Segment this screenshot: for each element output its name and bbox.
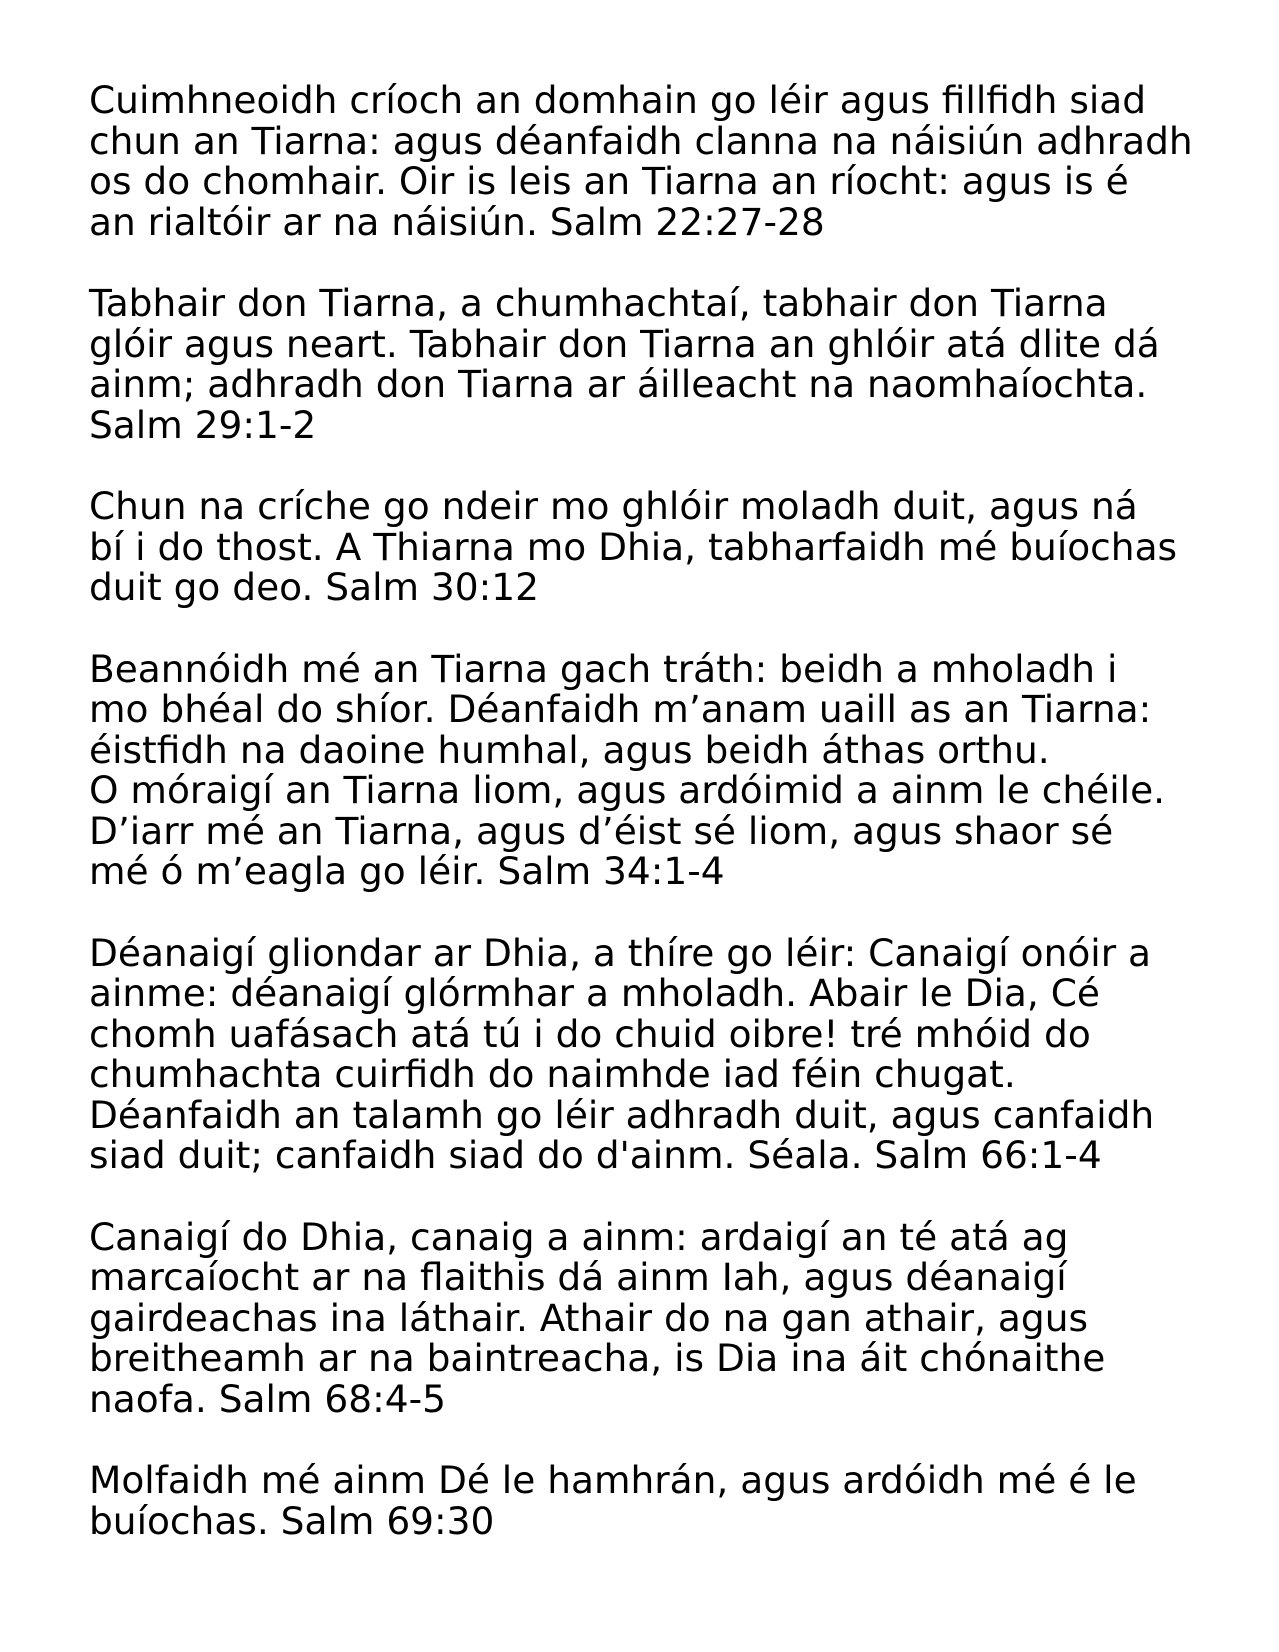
text-line: os do chomhair. Oir is leis an Tiarna an ríocht: agus is é bbox=[89, 159, 1129, 203]
text-line: Chun na críche go ndeir mo ghlóir moladh duit, agus ná bbox=[89, 484, 1138, 528]
text-line: mo bhéal do shíor. Déanfaidh m’anam uaill as an Tiarna: bbox=[89, 687, 1152, 731]
text-line: bí i do thost. A Thiarna mo Dhia, tabharfaidh mé buíochas bbox=[89, 524, 1178, 569]
text-line: siad duit; canfaidh siad do d'ainm. Séala. Salm 66:1-4 bbox=[89, 1133, 1102, 1177]
text-line: éistfidh na daoine humhal, agus beidh áthas orthu. bbox=[89, 727, 1050, 772]
text-line: ainm; adhradh don Tiarna ar áilleacht na naomhaíochta. bbox=[89, 362, 1148, 406]
text-line: O móraigí an Tiarna liom, agus ardóimid a ainm le chéile. bbox=[89, 768, 1166, 812]
passage-psalm-22 bbox=[89, 80, 1249, 242]
document-page bbox=[89, 80, 1249, 1582]
passage-psalm-34 bbox=[89, 646, 1249, 893]
text-line: chun an Tiarna: agus déanfaidh clanna na náisiún adhradh bbox=[89, 118, 1193, 163]
passage-psalm-68 bbox=[89, 1214, 1249, 1421]
text-line: chomh uafásach atá tú i do chuid oibre! tré mhóid do bbox=[89, 1011, 1091, 1056]
text-line: Molfaidh mé ainm Dé le hamhrán, agus ardóidh mé é le bbox=[89, 1458, 1137, 1502]
text-line: Beannóidh mé an Tiarna gach tráth: beidh a mholadh i bbox=[89, 646, 1118, 691]
text-line: ainme: déanaigí glórmhar a mholadh. Abair le Dia, Cé bbox=[89, 971, 1100, 1015]
text-line: Déanaigí gliondar ar Dhia, a thíre go léir: Canaigí onóir a bbox=[89, 930, 1152, 975]
text-line: breitheamh ar na baintreacha, is Dia ina áit chónaithe bbox=[89, 1336, 1106, 1380]
text-line: buíochas. Salm 69:30 bbox=[89, 1498, 495, 1543]
text-line: Canaigí do Dhia, canaig a ainm: ardaigí an té atá ag bbox=[89, 1214, 1069, 1259]
passage-psalm-30 bbox=[89, 486, 1249, 608]
text-line: glóir agus neart. Tabhair don Tiarna an ghlóir atá dlite dá bbox=[89, 321, 1160, 366]
text-line: marcaíocht ar na flaithis dá ainm Iah, agus déanaigí bbox=[89, 1255, 1067, 1299]
text-line: naofa. Salm 68:4-5 bbox=[89, 1376, 446, 1421]
passage-psalm-29 bbox=[89, 283, 1249, 445]
passage-psalm-69 bbox=[89, 1460, 1249, 1541]
text-line: Tabhair don Tiarna, a chumhachtaí, tabhair don Tiarna bbox=[89, 281, 1108, 325]
text-line: gairdeachas ina láthair. Athair do na gan athair, agus bbox=[89, 1295, 1089, 1340]
text-line: duit go deo. Salm 30:12 bbox=[89, 565, 539, 609]
text-line: chumhachta cuirfidh do naimhde iad féin chugat. bbox=[89, 1052, 1016, 1096]
text-line: mé ó m’eagla go léir. Salm 34:1-4 bbox=[89, 849, 725, 893]
text-line: D’iarr mé an Tiarna, agus d’éist sé liom, agus shaor sé bbox=[89, 808, 1114, 853]
text-line: Salm 29:1-2 bbox=[89, 402, 317, 447]
passage-psalm-66 bbox=[89, 930, 1249, 1177]
text-line: Cuimhneoidh críoch an domhain go léir agus fillfidh siad bbox=[89, 78, 1147, 122]
text-line: an rialtóir ar na náisiún. Salm 22:27-28 bbox=[89, 199, 825, 244]
text-line: Déanfaidh an talamh go léir adhradh duit, agus canfaidh bbox=[89, 1092, 1155, 1137]
